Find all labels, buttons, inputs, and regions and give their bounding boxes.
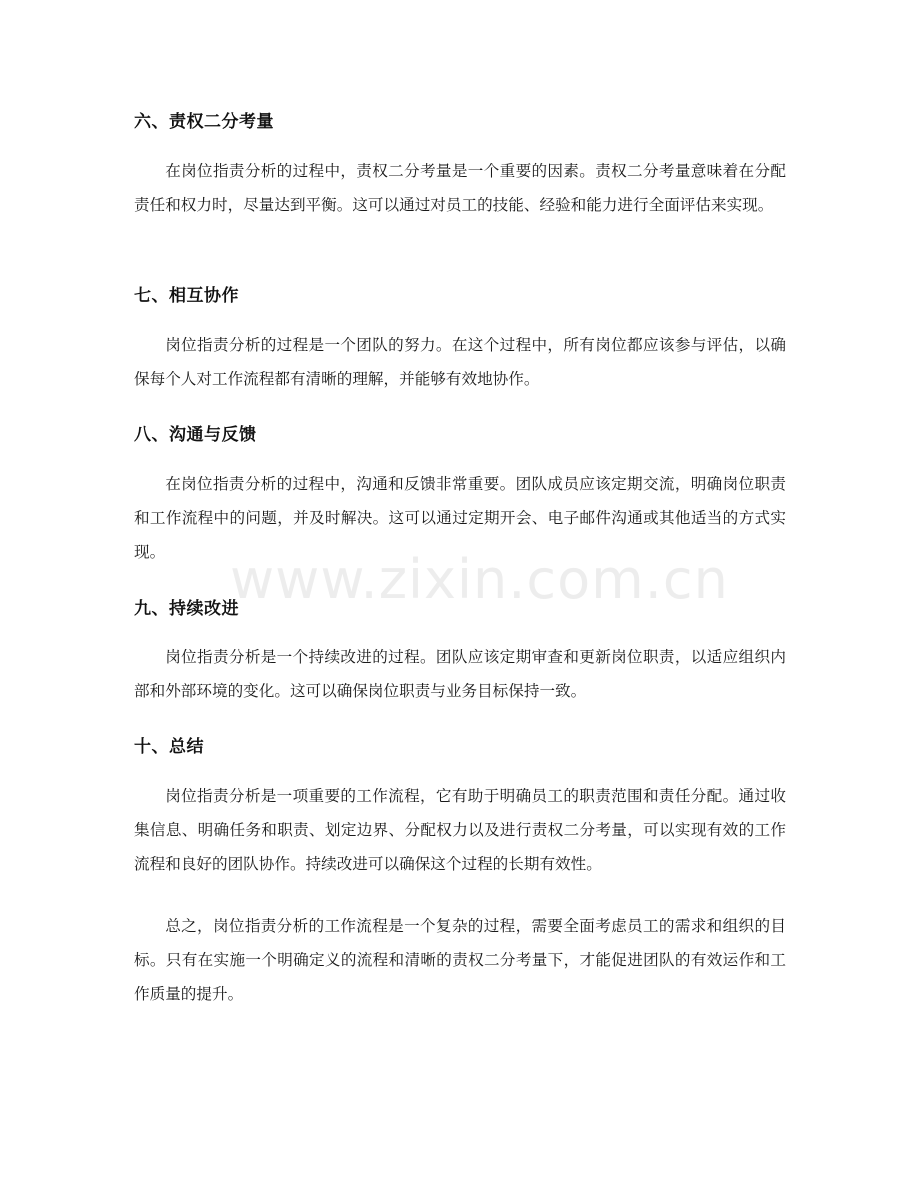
section-heading-7: 七、相互协作 [134,286,239,306]
section-heading-6: 六、责权二分考量 [134,112,274,132]
section-9-paragraph: 岗位指责分析是一个持续改进的过程。团队应该定期审查和更新岗位职责，以适应组织内部和外部环境的变化。这可以确保岗位职责与业务目标保持一致。 [134,648,786,700]
section-heading-10: 十、总结 [134,737,204,757]
section-6-paragraph: 在岗位指责分析的过程中，责权二分考量是一个重要的因素。责权二分考量意味着在分配责任和权力时，尽量达到平衡。这可以通过对员工的技能、经验和能力进行全面评估来实现。 [134,162,786,214]
watermark: www.zixin.com.cn [230,548,729,611]
section-7-paragraph: 岗位指责分析的过程是一个团队的努力。在这个过程中，所有岗位都应该参与评估，以确保每个人对工作流程都有清晰的理解，并能够有效地协作。 [134,336,786,388]
section-10-paragraph-1: 岗位指责分析是一项重要的工作流程，它有助于明确员工的职责范围和责任分配。通过收集信息、明确任务和职责、划定边界、分配权力以及进行责权二分考量，可以实现有效的工作流程和良好的团队协作。持续改进可以确保这个过程的长期有效性。 [134,787,786,873]
section-heading-8: 八、沟通与反馈 [134,425,257,445]
section-heading-9: 九、持续改进 [134,599,239,619]
section-8-paragraph: 在岗位指责分析的过程中，沟通和反馈非常重要。团队成员应该定期交流，明确岗位职责和工作流程中的问题，并及时解决。这可以通过定期开会、电子邮件沟通或其他适当的方式实现。 [134,475,786,561]
section-10-paragraph-2: 总之，岗位指责分析的工作流程是一个复杂的过程，需要全面考虑员工的需求和组织的目标。只有在实施一个明确定义的流程和清晰的责权二分考量下，才能促进团队的有效运作和工作质量的提升。 [134,917,786,1003]
